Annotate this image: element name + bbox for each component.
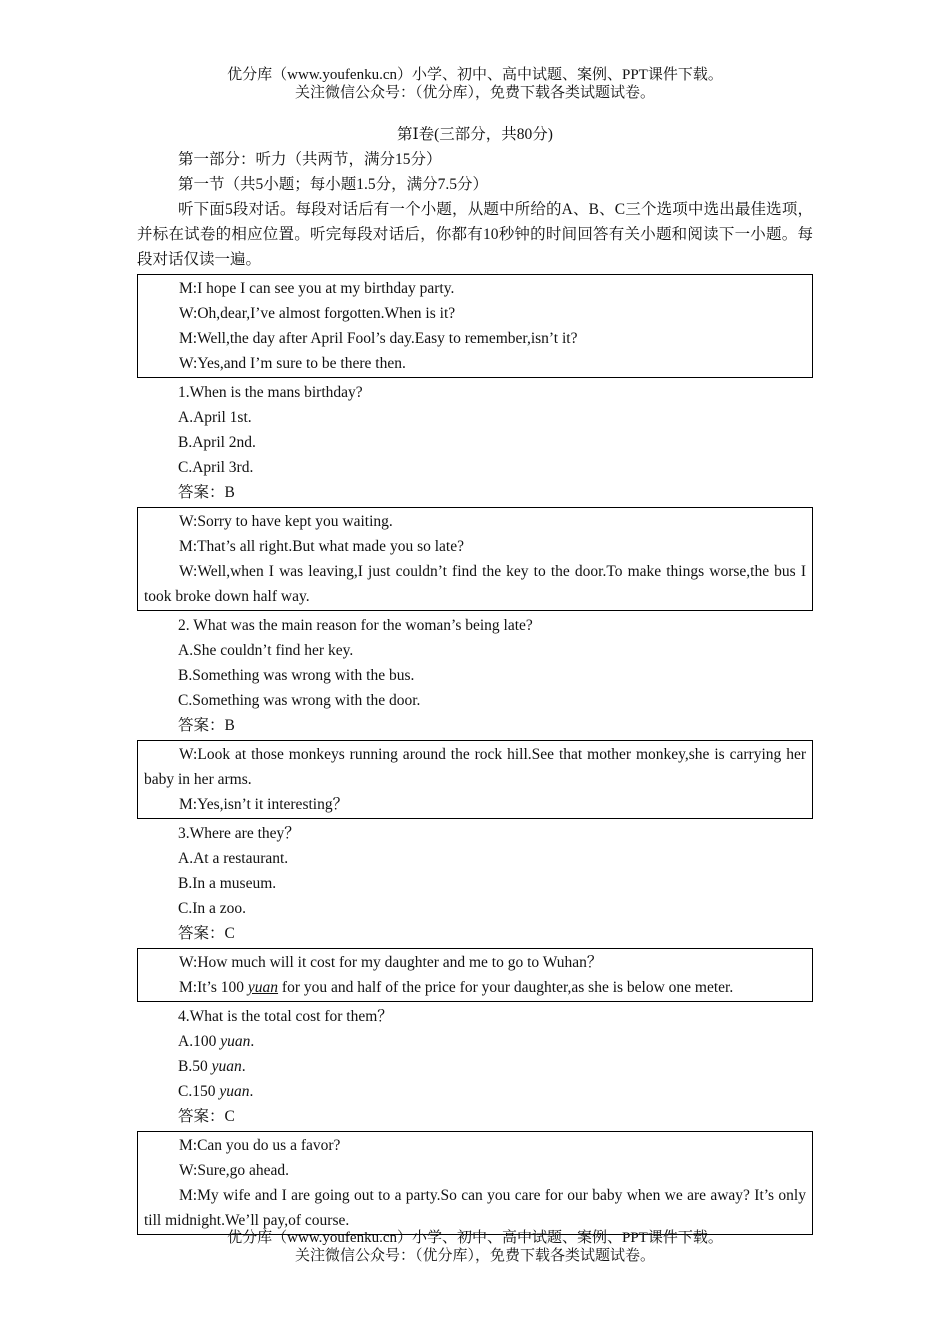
option: C.In a zoo. [178, 900, 247, 917]
option-text: B.50 [178, 1058, 212, 1075]
dialogue-line: W:Sure,go ahead. [179, 1162, 290, 1179]
dialogue-line: W:Look at those monkeys running around the rock hill.See that mother monkey,she is carrying her baby in her arms. [144, 746, 806, 788]
dialogue-line: W:Yes,and I’m sure to be there then. [179, 355, 406, 372]
page-header [0, 66, 950, 102]
question-3: 3.Where are they？ [178, 825, 300, 842]
answer-1: 答案：B [178, 484, 235, 501]
option-text: A.100 [178, 1033, 221, 1050]
page-footer [0, 1229, 950, 1265]
question-1: 1.When is the mans birthday? [178, 384, 363, 401]
dialogue-box-4 [137, 948, 813, 1002]
option: B.In a museum. [178, 875, 277, 892]
answer-3: 答案：C [178, 925, 235, 942]
footer-line-1: 优分库（www.youfenku.cn）小学、初中、高中试题、案例、PPT课件下载。 [227, 1230, 723, 1246]
header-line-2: 关注微信公众号：（优分库），免费下载各类试题试卷。 [294, 85, 655, 101]
dialogue-line: W:Sorry to have kept you waiting. [179, 513, 393, 530]
exam-content [137, 122, 813, 1237]
dialogue-text: M:It’s 100 [179, 979, 248, 996]
dialogue-line: M:Yes,isn’t it interesting？ [179, 796, 349, 813]
option: C.April 3rd. [178, 459, 254, 476]
option-text: C.150 [178, 1083, 220, 1100]
section-heading: 第一节（共5小题；每小题1.5分，满分7.5分） [178, 176, 489, 193]
option-unit: yuan [219, 1083, 250, 1100]
dialogue-line: M:I hope I can see you at my birthday party. [179, 280, 455, 297]
dialogue-line: M:Well,the day after April Fool’s day.Easy to remember,isn’t it? [179, 330, 578, 347]
dialogue-line: M:Can you do us a favor? [179, 1137, 341, 1154]
currency-word: yuan [247, 979, 279, 996]
option: C.150 yuan. [178, 1083, 254, 1100]
dialogue-line: W:How much will it cost for my daughter and me to go to Wuhan？ [179, 954, 603, 971]
dialogue-line: W:Oh,dear,I’ve almost forgotten.When is it? [179, 305, 456, 322]
question-2: 2. What was the main reason for the woman’s being late? [178, 617, 533, 634]
answer-2: 答案：B [178, 717, 235, 734]
dialogue-box-5 [137, 1131, 813, 1235]
option: A.100 yuan. [178, 1033, 255, 1050]
header-line-1: 优分库（www.youfenku.cn）小学、初中、高中试题、案例、PPT课件下载。 [227, 67, 723, 83]
option: A.She couldn’t find her key. [178, 642, 354, 659]
option: B.Something was wrong with the bus. [178, 667, 415, 684]
dialogue-box-3 [137, 740, 813, 819]
option: B.50 yuan. [178, 1058, 246, 1075]
option: A.April 1st. [178, 409, 252, 426]
dialogue-box-2 [137, 507, 813, 611]
dialogue-text: for you and half of the price for your daughter,as she is below one meter. [278, 979, 734, 996]
option: C.Something was wrong with the door. [178, 692, 421, 709]
dialogue-line: W:Well,when I was leaving,I just couldn’t find the key to the door.To make things worse,the bus I took broke down half way. [144, 563, 806, 605]
instructions: 听下面5段对话。每段对话后有一个小题，从题中所给的A、B、C三个选项中选出最佳选项，并标在试卷的相应位置。听完每段对话后，你都有10秒钟的时间回答有关小题和阅读下一小题。每段对话仅读一遍。 [137, 201, 813, 268]
dialogue-line: M:That’s all right.But what made you so late? [179, 538, 464, 555]
option: A.At a restaurant. [178, 850, 289, 867]
question-4: 4.What is the total cost for them？ [178, 1008, 393, 1025]
dialogue-box-1 [137, 274, 813, 378]
option-unit: yuan [211, 1058, 242, 1075]
answer-4: 答案：C [178, 1108, 235, 1125]
exam-title: 第Ⅰ卷(三部分，共80分) [397, 126, 553, 143]
dialogue-line [144, 975, 806, 1000]
dialogue-line: M:My wife and I are going out to a party.So can you care for our baby when we are away? It’s only till midnight.We’ll pay,of course. [144, 1187, 806, 1229]
part-heading: 第一部分：听力（共两节，满分15分） [178, 151, 442, 168]
footer-line-2: 关注微信公众号：（优分库），免费下载各类试题试卷。 [294, 1248, 655, 1264]
option: B.April 2nd. [178, 434, 256, 451]
option-unit: yuan [220, 1033, 251, 1050]
